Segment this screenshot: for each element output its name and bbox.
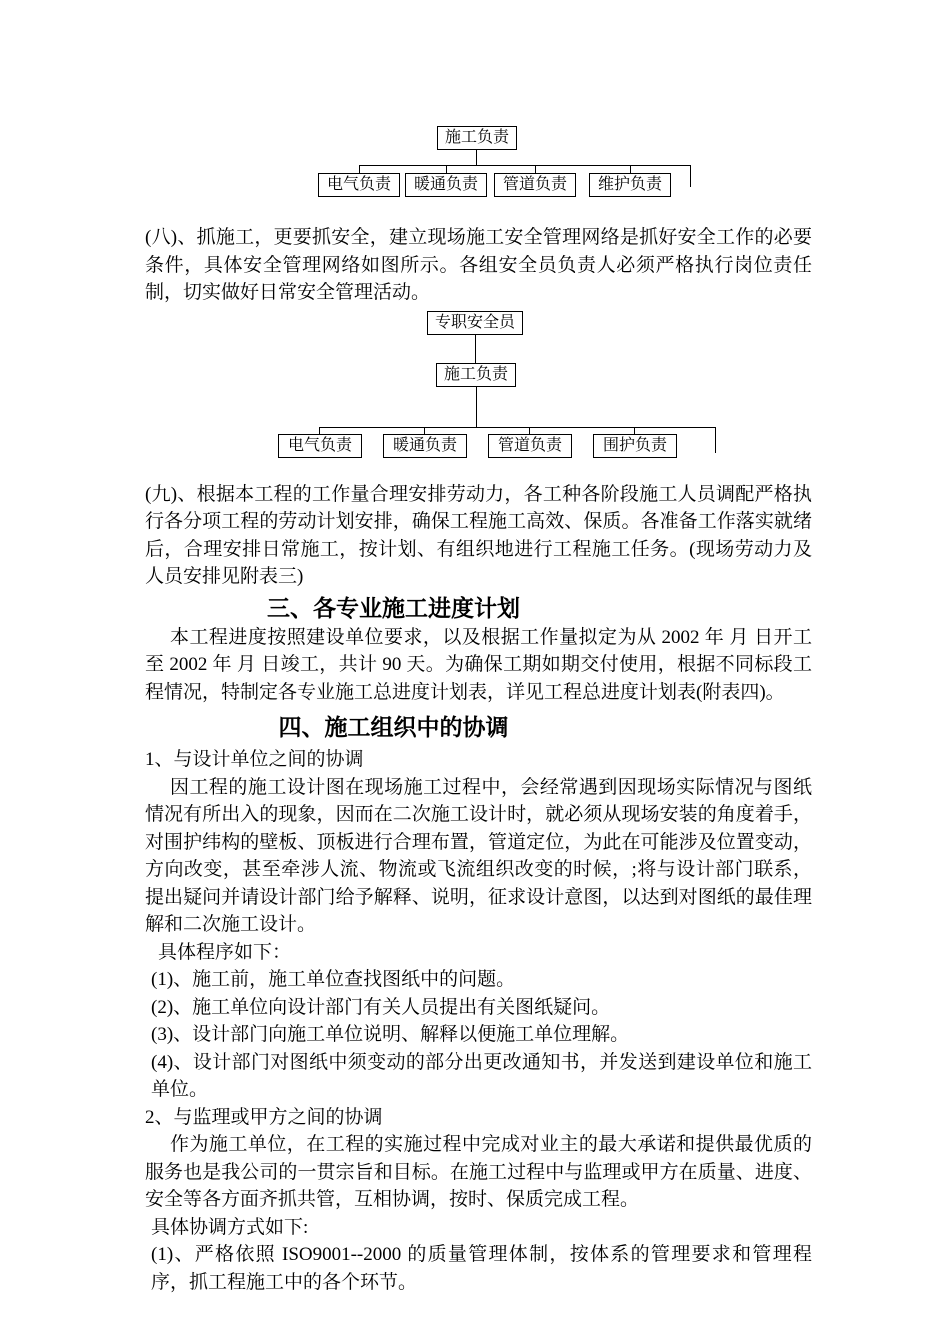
org-chart-construction bbox=[145, 126, 812, 198]
coordination-intro: 具体协调方式如下: bbox=[151, 1216, 309, 1238]
paragraph-8: (八)、抓施工，更要抓安全，建立现场施工安全管理网络是抓好安全工作的必要条件，具体安全管理网络如图所示。各组安全员负责人必须严格执行岗位责任制，切实做好日常安全管理活动。 bbox=[145, 227, 812, 303]
procedure-item: (1)、施工前，施工单位查找图纸中的问题。 bbox=[151, 969, 516, 990]
paragraph-schedule: 本工程进度按照建设单位要求，以及根据工作量拟定为从 2002 年 月 日开工至 2002 年 月 日竣工，共计 90 天。为确保工期如期交付使用，根据不同标段工程情况，特制定各专业施工总进度计划表，详见工程总进度计划表(附表四)。 bbox=[145, 626, 812, 703]
connector-line bbox=[476, 149, 477, 166]
subheading-supervisor-coordination: 2、与监理或甲方之间的协调 bbox=[145, 1106, 383, 1128]
connector-line bbox=[475, 335, 476, 363]
section-heading-schedule: 三、各专业施工进度计划 bbox=[267, 594, 520, 621]
connector-line bbox=[319, 427, 715, 428]
org-box-enclosure: 围护负责 bbox=[593, 434, 677, 458]
org-box-root: 施工负责 bbox=[437, 126, 517, 150]
org-box-hvac: 暖通负责 bbox=[383, 434, 467, 458]
org-chart-safety bbox=[145, 311, 812, 459]
subheading-design-coordination: 1、与设计单位之间的协调 bbox=[145, 749, 364, 770]
org-box-hvac: 暖通负责 bbox=[405, 173, 487, 197]
procedure-item: (4)、设计部门对图纸中须变动的部分出更改通知书，并发送到建设单位和施工单位。 bbox=[151, 1051, 812, 1100]
procedure-item: (3)、设计部门向施工单位说明、解释以便施工单位理解。 bbox=[151, 1024, 630, 1045]
connector-line bbox=[715, 427, 716, 453]
org-box-construction-lead: 施工负责 bbox=[436, 363, 516, 387]
org-box-piping: 管道负责 bbox=[488, 434, 572, 458]
org-box-electrical: 电气负责 bbox=[318, 173, 400, 197]
org-box-safety-officer: 专职安全员 bbox=[427, 311, 523, 335]
paragraph-supervisor-coordination: 作为施工单位，在工程的实施过程中完成对业主的最大承诺和提供最优质的服务也是我公司的一贯宗旨和目标。在施工过程中与监理或甲方在质量、进度、安全等各方面齐抓共管，互相协调，按时、保质完成工程。 bbox=[145, 1134, 812, 1210]
connector-line bbox=[359, 165, 690, 166]
connector-line bbox=[476, 387, 477, 427]
org-box-piping: 管道负责 bbox=[494, 173, 576, 197]
procedures-intro: 具体程序如下： bbox=[158, 941, 292, 963]
org-box-electrical: 电气负责 bbox=[278, 434, 362, 458]
connector-line bbox=[690, 165, 691, 187]
section-heading-coordination: 四、施工组织中的协调 bbox=[278, 714, 509, 740]
coordination-item: (1)、严格依照 ISO9001--2000 的质量管理体制，按体系的管理要求和管理程序，抓工程施工中的各个环节。 bbox=[151, 1244, 812, 1293]
procedure-item: (2)、施工单位向设计部门有关人员提出有关图纸疑问。 bbox=[151, 996, 611, 1018]
paragraph-9: (九)、根据本工程的工作量合理安排劳动力，各工种各阶段施工人员调配严格执行各分项工程的劳动计划安排，确保工程施工高效、保质。各准备工作落实就绪后，合理安排日常施工，按计划、有组织地进行工程施工任务。(现场劳动力及人员安排见附表三) bbox=[145, 483, 812, 587]
org-box-maintenance: 维护负责 bbox=[589, 173, 671, 197]
paragraph-design-coordination: 因工程的施工设计图在现场施工过程中，会经常遇到因现场实际情况与图纸情况有所出入的现象，因而在二次施工设计时，就必须从现场安装的角度着手，对围护纬构的壁板、顶板进行合理布置，管道定位，为此在可能涉及位置变动，方向改变，甚至牵涉人流、物流或飞流组织改变的时候，;将与设计部门联系，提出疑问并请设计部门给予解释、说明，征求设计意图，以达到对图纸的最佳理解和二次施工设计。 bbox=[145, 776, 812, 935]
